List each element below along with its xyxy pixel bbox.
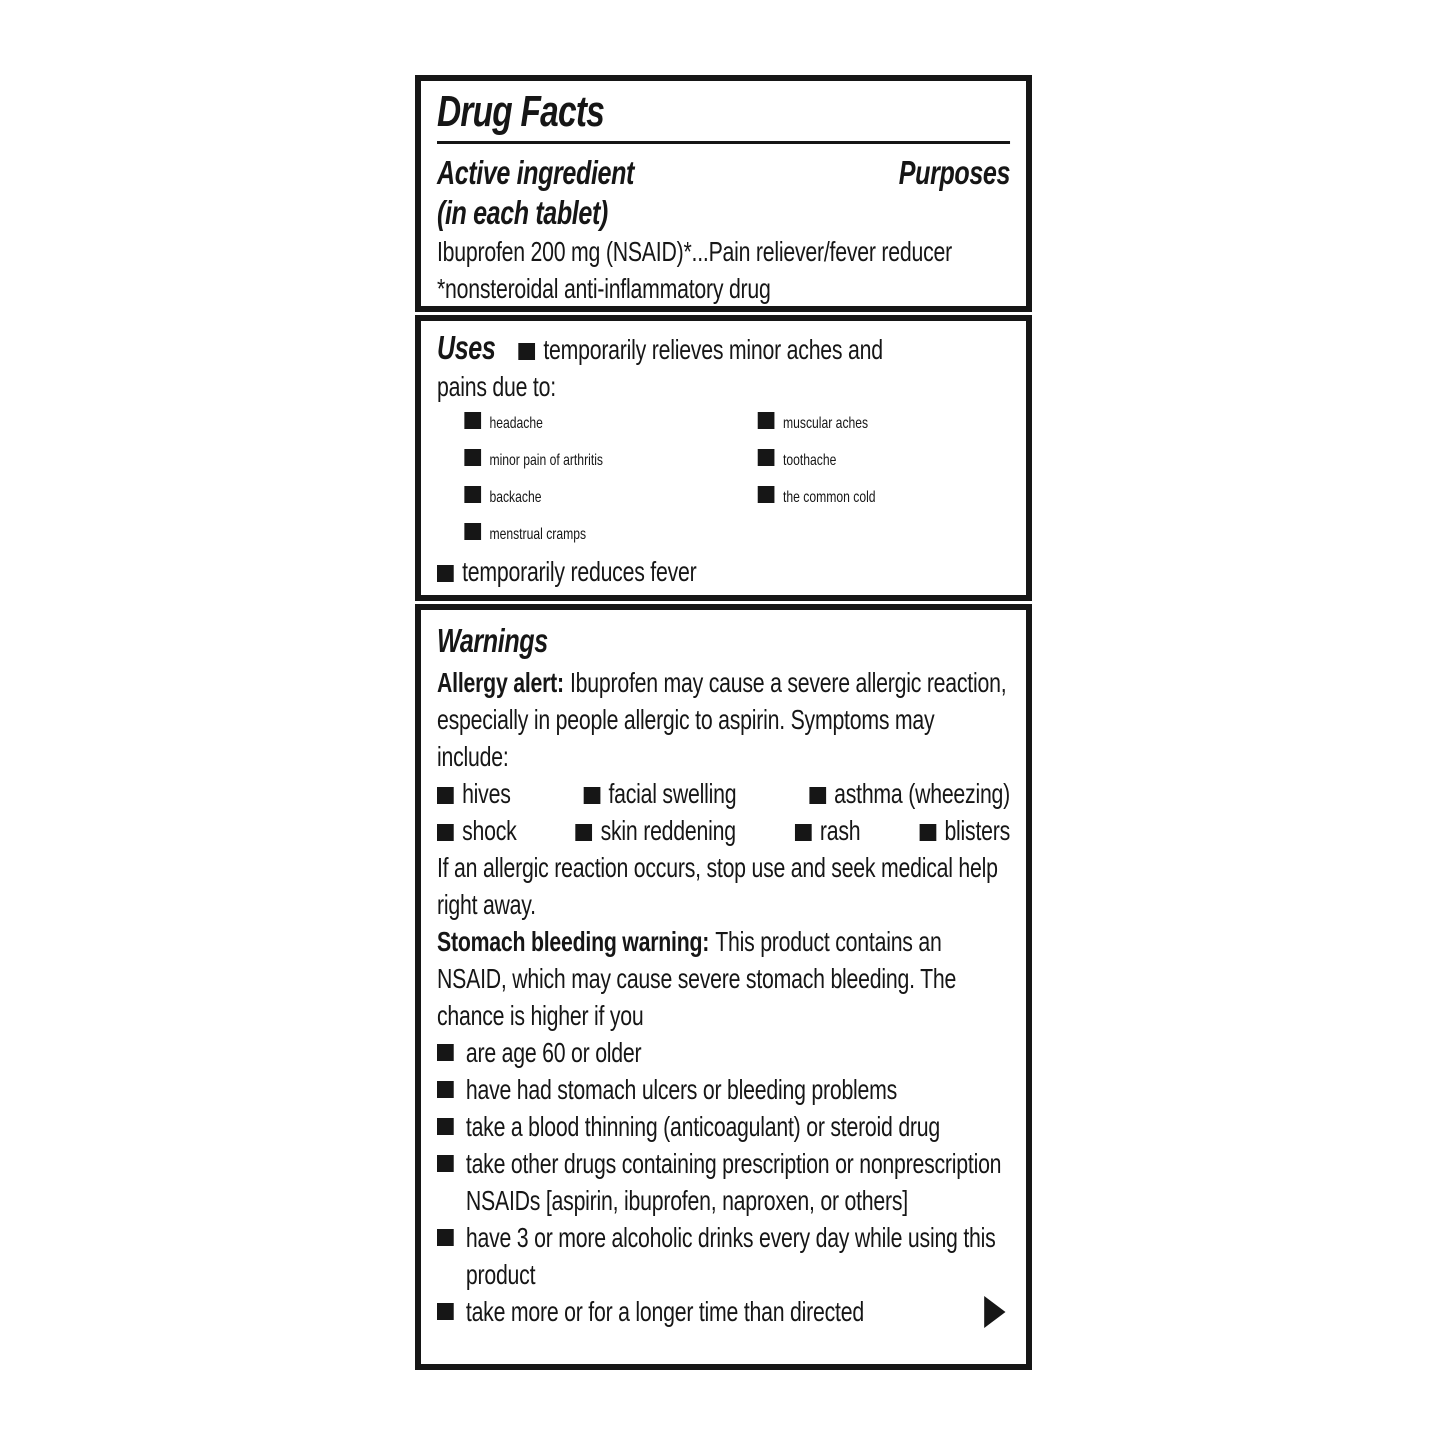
bullet-square-icon bbox=[437, 787, 454, 804]
uses-heading: Uses bbox=[437, 329, 496, 366]
bullet-square-icon bbox=[464, 486, 481, 503]
bullet-square-icon bbox=[437, 824, 454, 841]
bullet-square-icon bbox=[576, 824, 593, 841]
title-divider bbox=[437, 141, 1010, 144]
uses-item: menstrual cramps bbox=[437, 516, 758, 553]
warning-bullet-item: have 3 or more alcoholic drinks every day while using this product bbox=[437, 1219, 1010, 1293]
bullet-square-icon bbox=[919, 824, 936, 841]
drug-facts-label bbox=[415, 75, 1032, 1370]
symptom-item: rash bbox=[795, 812, 861, 849]
warning-bullet-item: have had stomach ulcers or bleeding problems bbox=[437, 1071, 1010, 1108]
allergy-alert-paragraph: Allergy alert: Ibuprofen may cause a severe allergic reaction, especially in people allergic to aspirin. Symptoms may include: bbox=[437, 667, 1007, 772]
bullet-square-icon bbox=[758, 412, 775, 429]
symptom-row bbox=[437, 775, 1010, 812]
bullet-square-icon bbox=[758, 449, 775, 466]
uses-list bbox=[437, 405, 1010, 553]
warnings-heading: Warnings bbox=[437, 622, 548, 659]
stomach-bleeding-paragraph: Stomach bleeding warning: This product contains an NSAID, which may cause severe stomach bleeding. The chance is higher if you bbox=[437, 926, 957, 1031]
stomach-bleeding-lead: Stomach bleeding warning: bbox=[437, 926, 710, 957]
uses-item: backache bbox=[437, 479, 758, 516]
bullet-square-icon bbox=[518, 343, 535, 360]
warning-bullet-item: take other drugs containing prescription or nonprescription NSAIDs [aspirin, ibuprofen, naproxen, or others] bbox=[437, 1145, 1010, 1219]
warning-bullet-item: take a blood thinning (anticoagulant) or steroid drug bbox=[437, 1108, 1010, 1145]
bullet-square-icon bbox=[583, 787, 600, 804]
active-ingredient-section bbox=[415, 75, 1032, 312]
uses-intro-line1: temporarily relieves minor aches and bbox=[543, 334, 883, 365]
ingredient-purposes-header-row bbox=[437, 153, 1010, 193]
symptom-item: blisters bbox=[919, 812, 1010, 849]
purposes-heading: Purposes bbox=[898, 154, 1011, 191]
symptom-item: hives bbox=[437, 775, 511, 812]
bullet-square-icon bbox=[437, 1155, 454, 1172]
bullet-square-icon bbox=[809, 787, 826, 804]
warning-bullet-item: take more or for a longer time than directed bbox=[437, 1293, 1010, 1330]
allergy-alert-lead: Allergy alert: bbox=[437, 667, 564, 698]
warning-bullet-item: are age 60 or older bbox=[437, 1034, 1010, 1071]
continue-arrow-icon bbox=[984, 1296, 1005, 1328]
bullet-square-icon bbox=[437, 1081, 454, 1098]
per-tablet-subheading: (in each tablet) bbox=[437, 194, 608, 231]
bullet-square-icon bbox=[437, 1118, 454, 1135]
nsaid-footnote: *nonsteroidal anti-inflammatory drug bbox=[437, 273, 771, 304]
bullet-square-icon bbox=[795, 824, 812, 841]
bullet-square-icon bbox=[437, 1229, 454, 1246]
bullet-square-icon bbox=[464, 449, 481, 466]
uses-section bbox=[415, 315, 1032, 601]
bullet-square-icon bbox=[464, 523, 481, 540]
symptom-item: shock bbox=[437, 812, 517, 849]
uses-item: minor pain of arthritis bbox=[437, 442, 758, 479]
bullet-square-icon bbox=[464, 412, 481, 429]
bullet-square-icon bbox=[437, 1044, 454, 1061]
bullet-square-icon bbox=[437, 565, 454, 582]
warnings-section bbox=[415, 604, 1032, 1370]
uses-item: the common cold bbox=[758, 479, 1010, 516]
uses-intro-line2: pains due to: bbox=[437, 371, 556, 402]
bullet-square-icon bbox=[437, 1303, 454, 1320]
ingredient-line: Ibuprofen 200 mg (NSAID)*...Pain reliever/fever reducer bbox=[437, 236, 952, 267]
uses-item: temporarily reduces fever bbox=[437, 553, 1010, 590]
symptom-row bbox=[437, 812, 1010, 849]
uses-item: toothache bbox=[758, 442, 1010, 479]
drug-facts-title: Drug Facts bbox=[437, 87, 605, 136]
symptom-item: skin reddening bbox=[576, 812, 736, 849]
uses-item: muscular aches bbox=[758, 405, 1010, 442]
symptom-item: asthma (wheezing) bbox=[809, 775, 1010, 812]
active-ingredient-heading: Active ingredient bbox=[437, 154, 635, 191]
uses-intro bbox=[437, 329, 1010, 405]
symptom-item: facial swelling bbox=[583, 775, 736, 812]
uses-item-empty bbox=[758, 516, 1010, 553]
uses-item: headache bbox=[437, 405, 758, 442]
stomach-bullet-list bbox=[437, 1034, 1010, 1330]
allergic-action-text: If an allergic reaction occurs, stop use and seek medical help right away. bbox=[437, 852, 998, 920]
bullet-square-icon bbox=[758, 486, 775, 503]
